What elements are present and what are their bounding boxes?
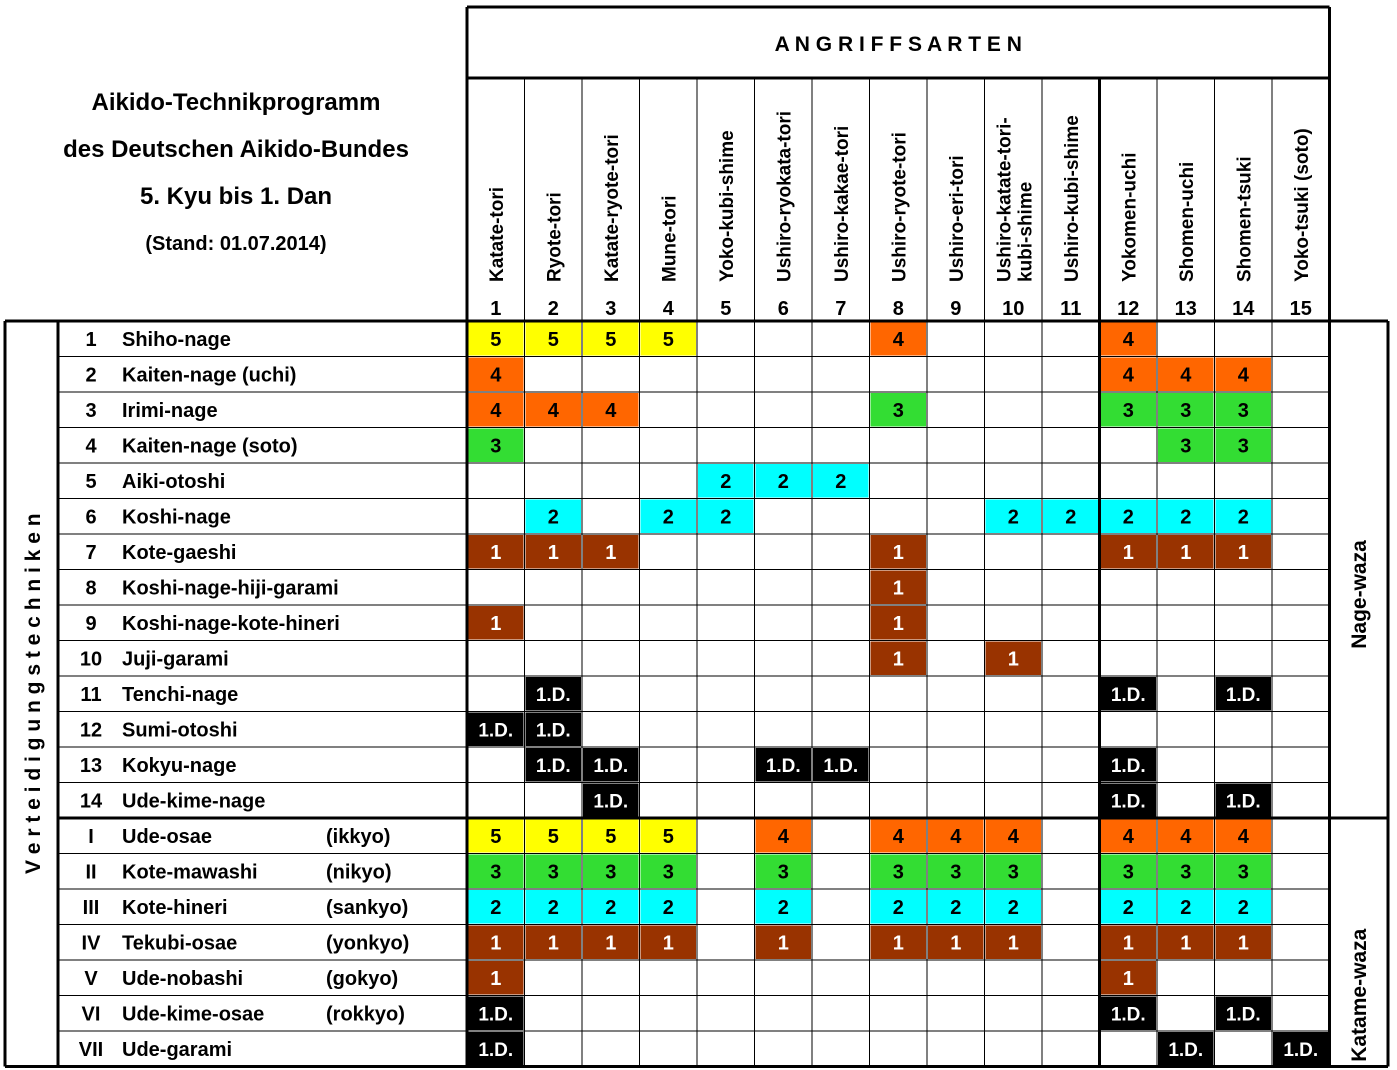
grade-value: 1.D. — [1110, 684, 1146, 706]
attack-number: 13 — [1174, 298, 1197, 320]
attack-label: Ryote-tori — [544, 192, 566, 282]
grade-value: 1 — [1007, 648, 1019, 671]
grade-value: 1.D. — [478, 720, 514, 742]
grade-value: 3 — [1180, 435, 1192, 458]
grade-value: 2 — [1065, 506, 1077, 529]
technique-name: Sumi-otoshi — [122, 719, 238, 742]
grade-value: 4 — [490, 364, 502, 387]
grade-value: 5 — [605, 328, 617, 351]
grade-value: 1 — [892, 541, 904, 564]
attack-label: Yokomen-uchi — [1119, 152, 1141, 282]
grade-value: 5 — [662, 328, 674, 351]
attack-number: 2 — [547, 298, 559, 320]
grade-value: 4 — [777, 825, 789, 848]
grade-value: 4 — [950, 825, 962, 848]
attack-label: Ushiro-ryote-tori — [889, 132, 911, 282]
title-line-2: des Deutschen Aikido-Bundes — [63, 136, 409, 163]
grade-value: 1 — [892, 577, 904, 600]
nage-waza-label: Nage-waza — [1348, 540, 1371, 649]
technique-alt-name: (rokkyo) — [326, 1003, 405, 1026]
technique-name: Tenchi-nage — [122, 683, 239, 706]
grade-value: 3 — [777, 861, 789, 884]
grade-value: 4 — [1180, 364, 1192, 387]
grade-value: 3 — [892, 861, 904, 884]
attack-number: 15 — [1289, 298, 1312, 320]
grade-value: 2 — [892, 896, 904, 919]
attack-label: Ushiro-kakae-tori — [831, 125, 853, 282]
grade-value: 3 — [892, 399, 904, 422]
technique-name: Ude-osae — [122, 825, 213, 848]
grade-value: 3 — [1180, 399, 1192, 422]
technique-number: 4 — [85, 435, 97, 458]
attack-number: 1 — [490, 298, 502, 320]
grade-value: 1 — [1007, 932, 1019, 955]
attack-number: 8 — [892, 298, 904, 320]
grade-value: 1 — [490, 541, 502, 564]
attack-number: 11 — [1060, 298, 1082, 320]
grade-value: 4 — [1237, 364, 1249, 387]
grade-value: 2 — [777, 896, 789, 919]
grade-value: 5 — [547, 328, 559, 351]
technique-name: Kote-gaeshi — [122, 541, 237, 564]
technique-name: Juji-garami — [122, 648, 229, 671]
technique-name: Shiho-nage — [122, 328, 231, 351]
attack-label: Ushiro-katate-tori- — [994, 117, 1016, 282]
technique-name: Tekubi-osae — [122, 932, 238, 955]
technique-number: 10 — [79, 648, 103, 671]
grade-value: 2 — [605, 896, 617, 919]
grade-value: 3 — [1007, 861, 1019, 884]
grade-value: 2 — [662, 506, 674, 529]
technique-number: III — [82, 896, 100, 919]
technique-name: Koshi-nage-hiji-garami — [122, 577, 339, 600]
attack-number: 9 — [950, 298, 962, 320]
technique-number: 6 — [85, 506, 97, 529]
technique-number: I — [88, 825, 94, 848]
grade-value: 2 — [1122, 506, 1134, 529]
title-line-1: Aikido-Technikprogramm — [91, 89, 381, 116]
grade-value: 1.D. — [823, 755, 859, 777]
technique-number: 14 — [79, 790, 103, 813]
technique-alt-name: (ikkyo) — [326, 825, 391, 848]
grade-value: 4 — [1237, 825, 1249, 848]
technique-number: 9 — [85, 612, 97, 635]
technique-name: Kaiten-nage (uchi) — [122, 364, 297, 387]
grade-value: 3 — [605, 861, 617, 884]
grade-value: 4 — [1122, 825, 1134, 848]
grade-value: 1 — [547, 932, 559, 955]
grade-value: 1 — [1180, 932, 1192, 955]
grade-value: 2 — [1122, 896, 1134, 919]
grade-value: 2 — [835, 470, 847, 493]
grade-value: 2 — [777, 470, 789, 493]
title-date: (Stand: 01.07.2014) — [145, 233, 327, 255]
attack-number: 4 — [662, 298, 674, 320]
grade-value: 1.D. — [1225, 684, 1261, 706]
attack-label: Ushiro-eri-tori — [946, 155, 968, 282]
grade-value: 3 — [1122, 861, 1134, 884]
grade-value: 1 — [777, 932, 789, 955]
technique-name: Ude-kime-nage — [122, 790, 266, 813]
grade-value: 2 — [720, 506, 732, 529]
technique-name: Aiki-otoshi — [122, 470, 226, 493]
technique-name: Kote-mawashi — [122, 861, 258, 884]
technique-name: Ude-nobashi — [122, 967, 244, 990]
grade-value: 1 — [662, 932, 674, 955]
grade-value: 1.D. — [1110, 791, 1146, 813]
grade-value: 4 — [1122, 328, 1134, 351]
grade-value: 1.D. — [1225, 791, 1261, 813]
grade-value: 2 — [1007, 896, 1019, 919]
attack-label: kubi-shime — [1015, 181, 1037, 282]
attack-label: Katate-ryote-tori — [601, 134, 623, 282]
katame-waza-label: Katame-waza — [1348, 928, 1371, 1062]
attack-label: Ushiro-kubi-shime — [1061, 115, 1083, 282]
grade-value: 1.D. — [535, 720, 571, 742]
grade-value: 2 — [1237, 896, 1249, 919]
technique-alt-name: (sankyo) — [326, 896, 409, 919]
grade-value: 2 — [490, 896, 502, 919]
grade-value: 1 — [605, 541, 617, 564]
grade-value: 5 — [490, 825, 502, 848]
grade-value: 1 — [490, 612, 502, 635]
technique-number: 3 — [85, 399, 97, 422]
grade-value: 1.D. — [1283, 1039, 1319, 1061]
technique-alt-name: (gokyo) — [326, 967, 399, 990]
grade-value: 3 — [1180, 861, 1192, 884]
technique-name: Kaiten-nage (soto) — [122, 435, 298, 458]
grade-value: 1 — [490, 932, 502, 955]
grade-value: 1.D. — [1110, 1004, 1146, 1026]
grade-value: 1.D. — [1110, 755, 1146, 777]
grade-value: 1.D. — [535, 755, 571, 777]
grade-value: 3 — [490, 861, 502, 884]
technique-number: V — [84, 967, 98, 990]
technique-name: Ude-kime-osae — [122, 1003, 265, 1026]
grade-value: 4 — [1007, 825, 1019, 848]
grade-value: 1 — [1237, 541, 1249, 564]
attack-number: 7 — [835, 298, 847, 320]
grade-value: 5 — [547, 825, 559, 848]
grade-value: 2 — [662, 896, 674, 919]
attack-number: 3 — [605, 298, 617, 320]
technique-number: VII — [78, 1038, 104, 1061]
attack-label: Shomen-uchi — [1176, 161, 1198, 282]
attack-label: Shomen-tsuki — [1234, 156, 1256, 282]
technique-alt-name: (nikyo) — [326, 861, 392, 884]
grade-value: 4 — [892, 328, 904, 351]
attack-number: 14 — [1232, 298, 1255, 320]
attack-label: Mune-tori — [659, 195, 681, 282]
grade-value: 4 — [892, 825, 904, 848]
grade-value: 1 — [605, 932, 617, 955]
technique-number: 1 — [85, 328, 97, 351]
verteidigungstechniken-label: V e r t e i d i g u n g s t e c h n i k e n — [22, 513, 45, 875]
technique-number: VI — [81, 1003, 101, 1026]
technique-number: 8 — [85, 577, 97, 600]
grade-value: 1.D. — [1225, 1004, 1261, 1026]
grade-value: 1 — [892, 648, 904, 671]
grade-value: 1 — [547, 541, 559, 564]
grade-value: 1.D. — [765, 755, 801, 777]
technique-name: Koshi-nage-kote-hineri — [122, 612, 340, 635]
grade-value: 3 — [547, 861, 559, 884]
grade-value: 1 — [892, 612, 904, 635]
attack-label: Katate-tori — [486, 186, 508, 282]
grade-value: 1 — [1237, 932, 1249, 955]
technique-name: Irimi-nage — [122, 399, 218, 422]
grade-value: 2 — [1180, 506, 1192, 529]
grade-value: 1.D. — [1168, 1039, 1204, 1061]
grade-value: 3 — [1237, 399, 1249, 422]
grade-value: 1.D. — [478, 1004, 514, 1026]
grade-value: 3 — [490, 435, 502, 458]
grade-value: 1.D. — [478, 1039, 514, 1061]
technique-number: 13 — [79, 754, 103, 777]
technique-alt-name: (yonkyo) — [326, 932, 410, 955]
grade-value: 2 — [547, 506, 559, 529]
grade-value: 2 — [1237, 506, 1249, 529]
grade-value: 1 — [490, 967, 502, 990]
grade-value: 1 — [892, 932, 904, 955]
grade-value: 5 — [662, 825, 674, 848]
grade-value: 3 — [1122, 399, 1134, 422]
grade-value: 2 — [950, 896, 962, 919]
technique-name: Ude-garami — [122, 1038, 233, 1061]
grade-value: 4 — [1180, 825, 1192, 848]
title-line-3: 5. Kyu bis 1. Dan — [139, 183, 333, 210]
attack-label: Yoko-tsuki (soto) — [1291, 128, 1313, 282]
attack-number: 6 — [777, 298, 789, 320]
attack-number: 12 — [1117, 298, 1140, 320]
grade-value: 1.D. — [593, 755, 629, 777]
grade-value: 1 — [1122, 967, 1134, 990]
grade-value: 2 — [1007, 506, 1019, 529]
grade-value: 2 — [720, 470, 732, 493]
technique-name: Koshi-nage — [122, 506, 231, 529]
grade-value: 4 — [490, 399, 502, 422]
grade-value: 1 — [1122, 932, 1134, 955]
grade-value: 3 — [950, 861, 962, 884]
grade-value: 3 — [1237, 435, 1249, 458]
grade-value: 1.D. — [593, 791, 629, 813]
technique-number: 12 — [79, 719, 103, 742]
grade-value: 2 — [1180, 896, 1192, 919]
grade-value: 5 — [490, 328, 502, 351]
technique-name: Kote-hineri — [122, 896, 228, 919]
grade-value: 1 — [1122, 541, 1134, 564]
technique-number: 11 — [80, 683, 102, 706]
grade-value: 1 — [950, 932, 962, 955]
grade-value: 1 — [1180, 541, 1192, 564]
grade-value: 3 — [662, 861, 674, 884]
grade-value: 1.D. — [535, 684, 571, 706]
document-title — [63, 89, 409, 255]
attack-number: 5 — [720, 298, 732, 320]
attack-label: Ushiro-ryokata-tori — [774, 110, 796, 282]
attack-label: Yoko-kubi-shime — [716, 130, 738, 282]
grade-value: 4 — [547, 399, 559, 422]
grade-value: 2 — [547, 896, 559, 919]
grade-value: 5 — [605, 825, 617, 848]
technique-number: 2 — [85, 364, 97, 387]
technique-name: Kokyu-nage — [122, 754, 237, 777]
grade-value: 3 — [1237, 861, 1249, 884]
technique-number: 7 — [85, 541, 97, 564]
technique-number: II — [85, 861, 97, 884]
attack-number: 10 — [1002, 298, 1025, 320]
technique-number: IV — [81, 932, 101, 955]
grade-value: 4 — [605, 399, 617, 422]
technique-number: 5 — [85, 470, 97, 493]
angriffsarten-heading: A N G R I F F S A R T E N — [774, 33, 1022, 56]
grade-value: 4 — [1122, 364, 1134, 387]
